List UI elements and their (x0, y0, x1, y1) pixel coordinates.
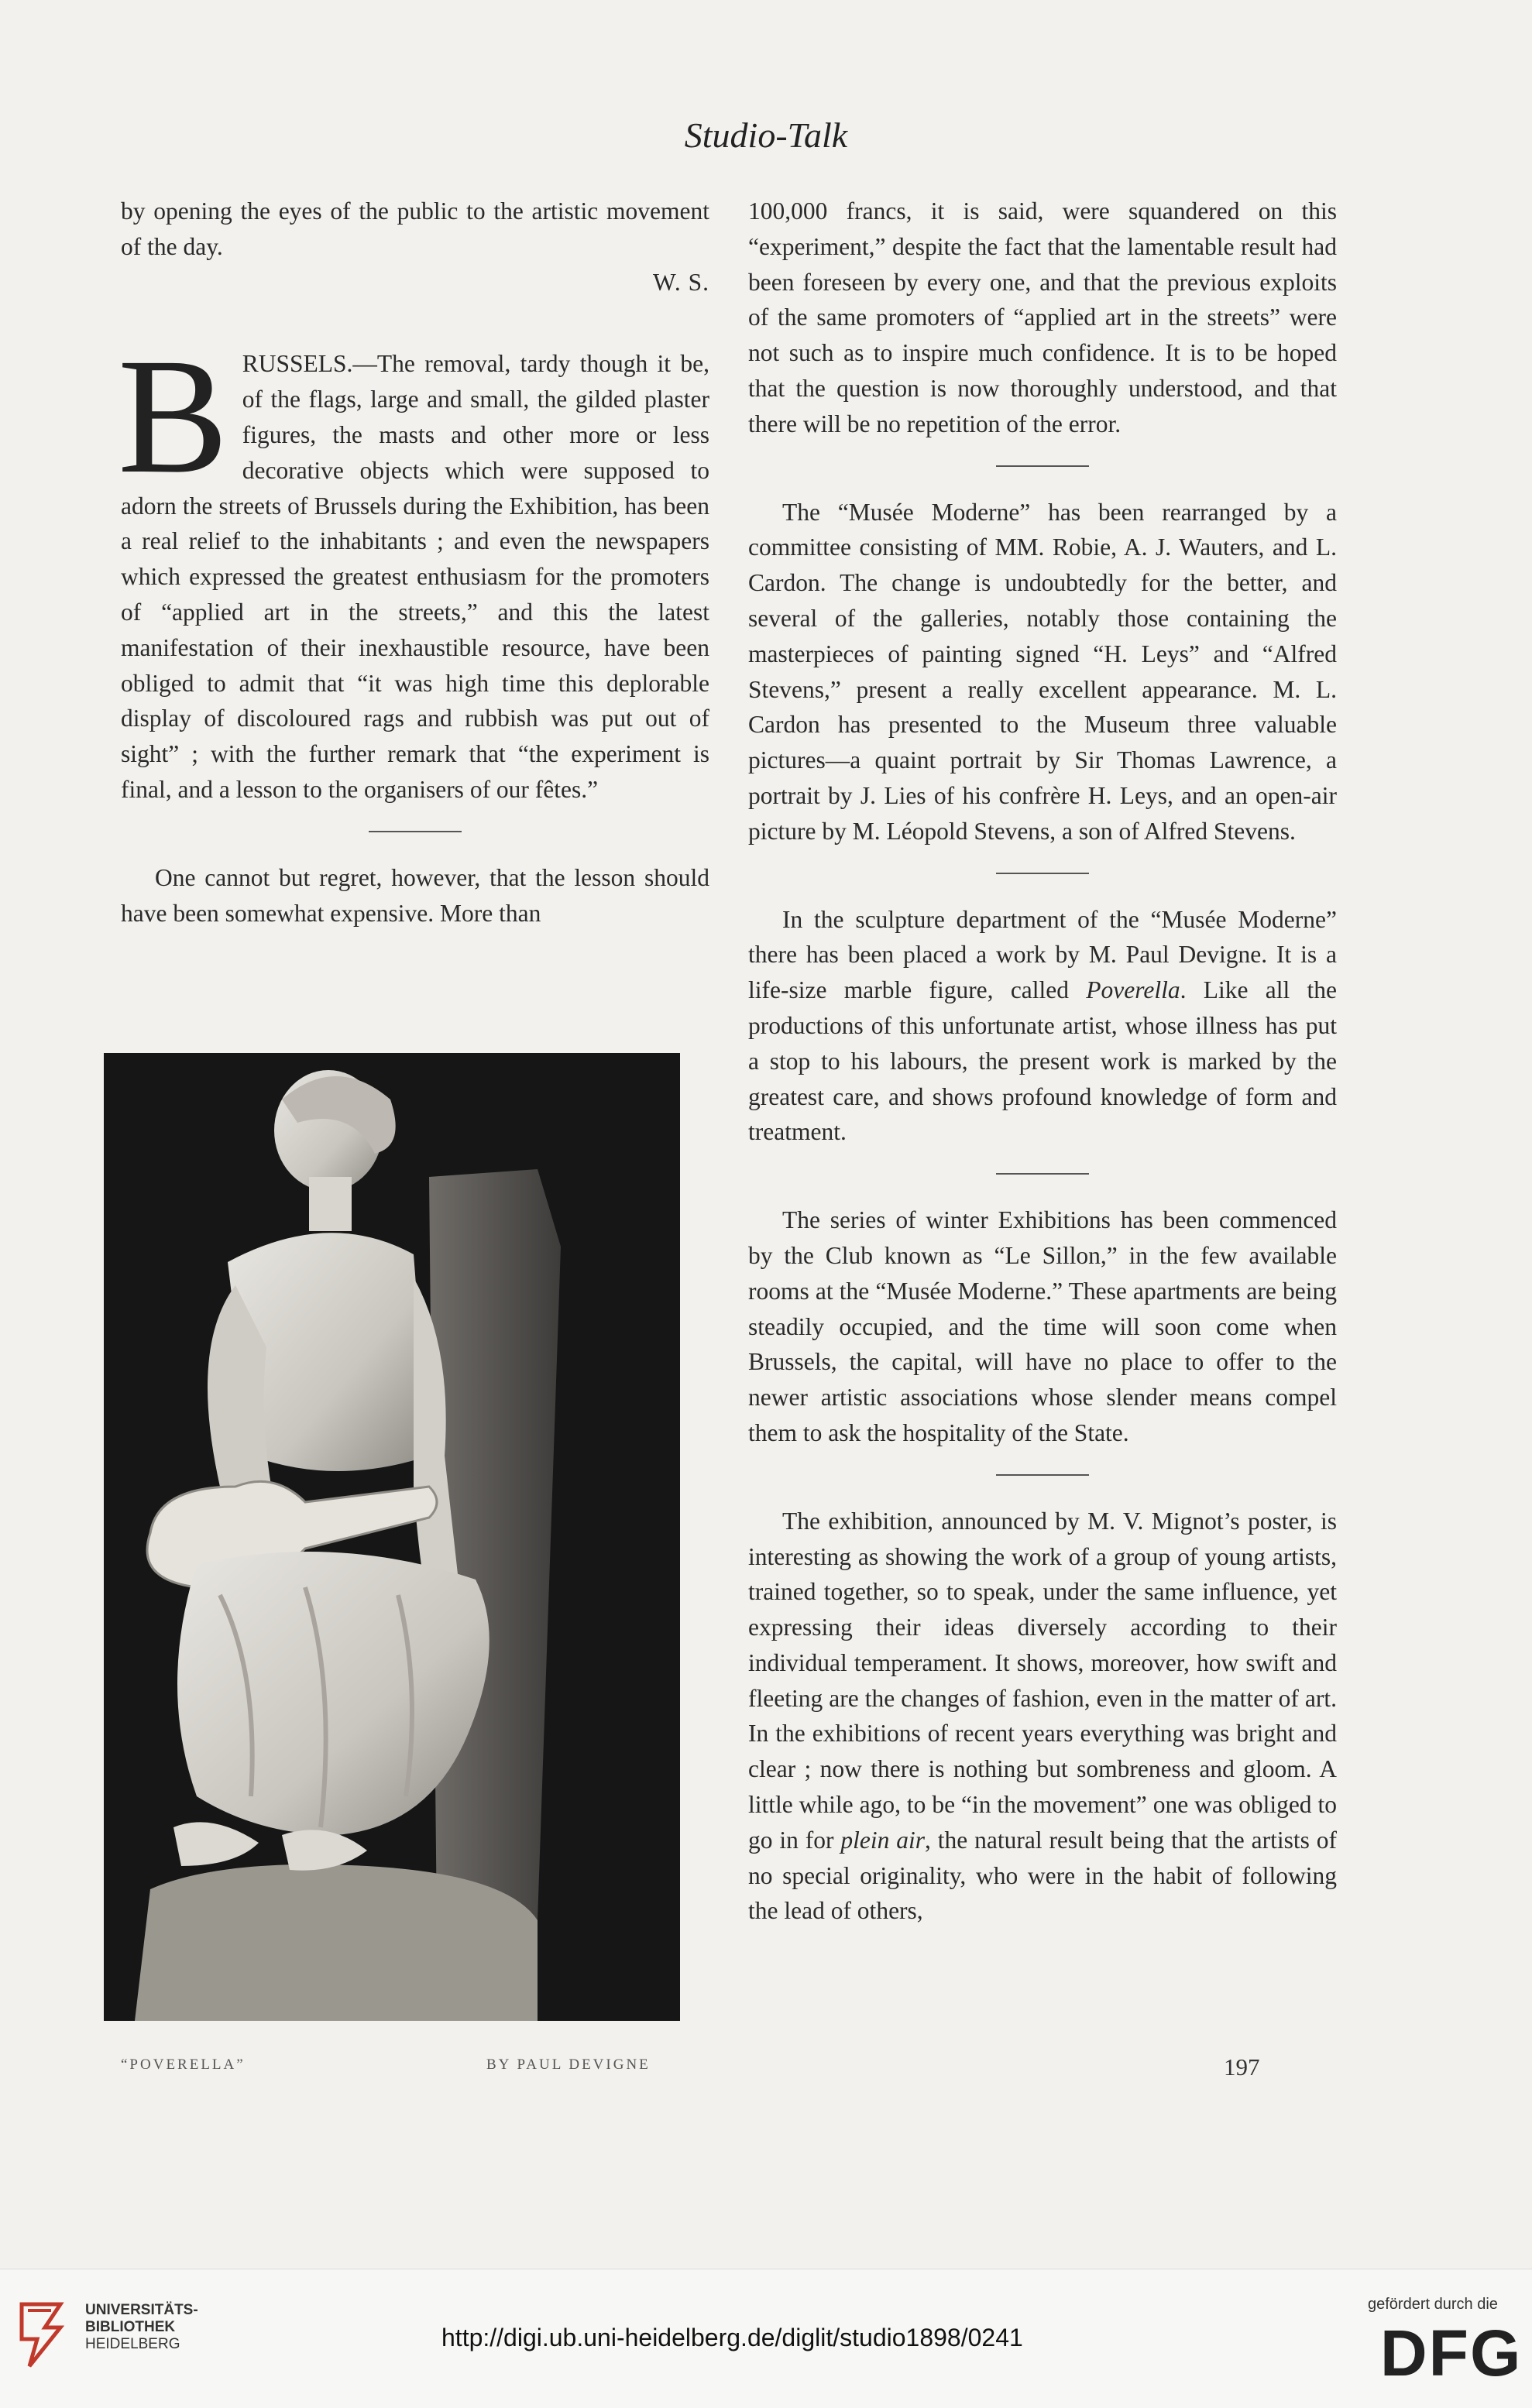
library-name-line1: UNIVERSITÄTS- (85, 2302, 198, 2318)
digitization-footer (0, 2269, 1532, 2408)
left-column (118, 194, 709, 931)
sculpture-photograph (104, 1053, 680, 2021)
brussels-text: RUSSELS.—The removal, tardy though it be, of the flags, large and small, the gilded plaster figures, the masts and other more or less decorative objects which were supposed to adorn the streets of Brussels during the Exhibition, has been a real relief to the inhabitants ; and even the newspapers which expressed the greatest enthusiasm for the promoters of “applied art in the streets,” and this the latest manifestation of their inexhaustible resource, have been obliged to admit that “it was high time this deplorable display of discoloured rags and rubbish was put out of sight” ; with the further remark that “the experiment is final, and a lesson to the organisers of our fêtes.” (121, 350, 709, 803)
figure-caption-credit: BY PAUL DEVIGNE (486, 2056, 651, 2073)
paragraph-5 (748, 1504, 1337, 1929)
section-divider (996, 1474, 1089, 1476)
library-name (85, 2302, 198, 2353)
plein-air-term: plein air (840, 1826, 925, 1854)
source-url-link[interactable]: http://digi.ub.uni-heidelberg.de/diglit/studio1898/0241 (441, 2324, 1023, 2351)
regret-paragraph: One cannot but regret, however, that the lesson should have been somewhat expensive. More than (121, 863, 709, 927)
poverella-sculpture-image (104, 1053, 680, 2021)
paragraph-5-text-b: , the natural result being that the artists of no special originality, who were in the habit of following the lead of others, (748, 1826, 1338, 1925)
page-header: Studio-Talk (684, 115, 848, 155)
paragraph-3-text-b: . Like all the productions of this unfortunate artist, whose illness has put a stop to his labours, the present work is marked by the greatest care, and shows profound knowledge of form and treatment. (748, 976, 1337, 1146)
section-divider (369, 831, 462, 832)
brussels-paragraph (118, 324, 709, 807)
library-name-line3: HEIDELBERG (85, 2336, 180, 2352)
university-library-logo-icon (14, 2297, 76, 2374)
figure-caption-title: “POVERELLA” (121, 2056, 246, 2073)
continuation-paragraph: by opening the eyes of the public to the artistic movement of the day. (121, 197, 709, 260)
paragraph-4: The series of winter Exhibitions has been commenced by the Club known as “Le Sillon,” in the few available rooms at the “Musée Moderne.” These apartments are being steadily occupied, and the time will soon come when Brussels, the capital, will have no place to offer to the newer artistic associations whose slender means compel them to ask the hospitality of the State. (748, 1206, 1337, 1446)
paragraph-3-text-a: In the sculpture department of the “Musée Moderne” there has been placed a work by M. Paul Devigne. It is a life-size marble figure, called (748, 905, 1337, 1004)
page-number: 197 (1224, 2053, 1260, 2080)
section-divider (996, 873, 1089, 874)
drop-cap: B (118, 324, 228, 509)
author-signature: W. S. (653, 268, 709, 296)
section-divider (996, 1173, 1089, 1175)
right-column (748, 194, 1337, 1929)
funding-note: gefördert durch die (1368, 2296, 1498, 2313)
artwork-title: Poverella (1086, 976, 1180, 1004)
paragraph-5-text-a: The exhibition, announced by M. V. Mignot’s poster, is interesting as showing the work of a group of young artists, trained together, so to speak, under the same influence, yet expressing their ideas diversely according to their individual temperament. It shows, moreover, how swift and fleeting are the changes of fashion, even in the matter of art. In the exhibitions of recent years everything was bright and clear ; now there is nothing but sombreness and gloom. A little while ago, to be “in the movement” one was obliged to go in for (748, 1507, 1337, 1854)
paragraph-1: 100,000 francs, it is said, were squandered on this “experiment,” despite the fact that the lamentable result had been foreseen by every one, and that the previous exploits of the same promoters of “applied art in the streets” were not such as to inspire much confidence. It is to be hoped that the question is now thoroughly understood, and that there will be no repetition of the error. (748, 197, 1337, 437)
library-name-line2: BIBLIOTHEK (85, 2319, 176, 2335)
dfg-logo: DFG (1380, 2317, 1523, 2389)
paragraph-3 (748, 902, 1337, 1151)
section-divider (996, 465, 1089, 467)
paragraph-2: The “Musée Moderne” has been rearranged by a committee consisting of MM. Robie, A. J. Wauters, and L. Cardon. The change is undoubtedly for the better, and several of the galleries, notably those containing the masterpieces of painting signed “H. Leys” and “Alfred Stevens,” present a really excellent appearance. M. L. Cardon has presented to the Museum three valuable pictures—a quaint portrait by Sir Thomas Lawrence, a portrait by J. Lies of his confrère H. Leys, and an open-air picture by M. Léopold Stevens, a son of Alfred Stevens. (748, 498, 1337, 845)
